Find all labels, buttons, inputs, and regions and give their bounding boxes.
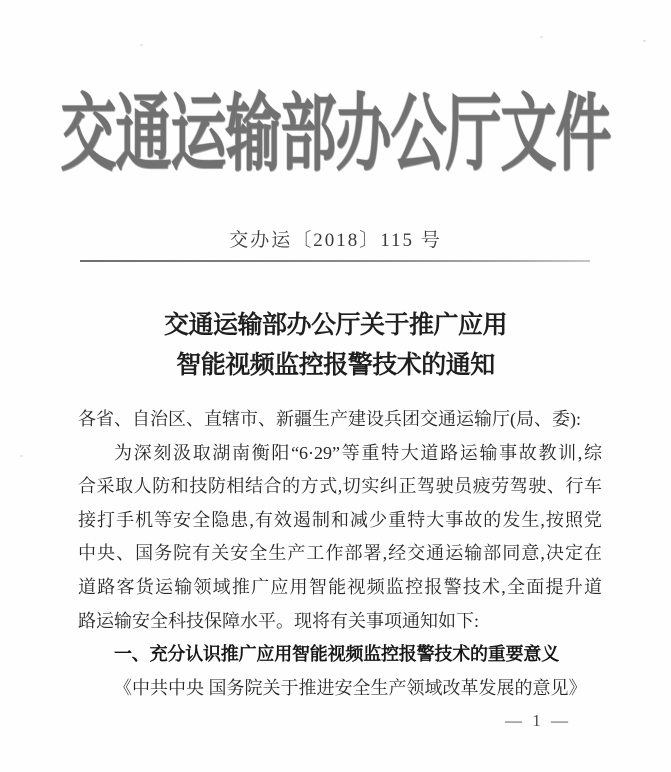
document-body bbox=[78, 403, 602, 705]
scan-speck bbox=[20, 455, 23, 457]
salutation-line: 各省、自治区、直辖市、新疆生产建设兵团交通运输厅(局、委): bbox=[78, 409, 581, 429]
letterhead-rule-divider bbox=[80, 260, 590, 262]
document-number: 交办运〔2018〕115 号 bbox=[229, 230, 442, 251]
body-line: 路运输安全科技保障水平。现将有关事项通知如下: bbox=[78, 610, 479, 631]
body-line: 道路客货运输领域推广应用智能视频监控报警技术,全面提升道 bbox=[78, 576, 602, 597]
body-line: 接打手机等安全隐患,有效遏制和减少重特大事故的发生,按照党 bbox=[78, 509, 602, 530]
body-line: 中央、国务院有关安全生产工作部署,经交通运输部同意,决定在 bbox=[78, 543, 602, 564]
letterhead bbox=[0, 80, 671, 182]
body-line: 合采取人防和技防相结合的方式,切实纠正驾驶员疲劳驾驶、行车 bbox=[78, 476, 602, 497]
scan-speck bbox=[643, 40, 646, 42]
document-title-line-2: 智能视频监控报警技术的通知 bbox=[176, 352, 495, 379]
body-line: 为深刻汲取湖南衡阳“6·29”等重特大道路运输事故教训,综 bbox=[114, 442, 602, 463]
body-line: 《中共中央 国务院关于推进安全生产领域改革发展的意见》 bbox=[114, 677, 587, 698]
document-title-line-1: 交通运输部办公厅关于推广应用 bbox=[163, 312, 507, 339]
document-title bbox=[0, 306, 671, 386]
section-heading-1: 一、充分认识推广应用智能视频监控报警技术的重要意义 bbox=[114, 644, 559, 665]
page-number: — 1 — bbox=[505, 711, 571, 730]
scan-speck bbox=[540, 36, 543, 38]
letterhead-title: 交通运输部办公厅文件 bbox=[60, 89, 611, 182]
scan-speck bbox=[140, 44, 143, 46]
